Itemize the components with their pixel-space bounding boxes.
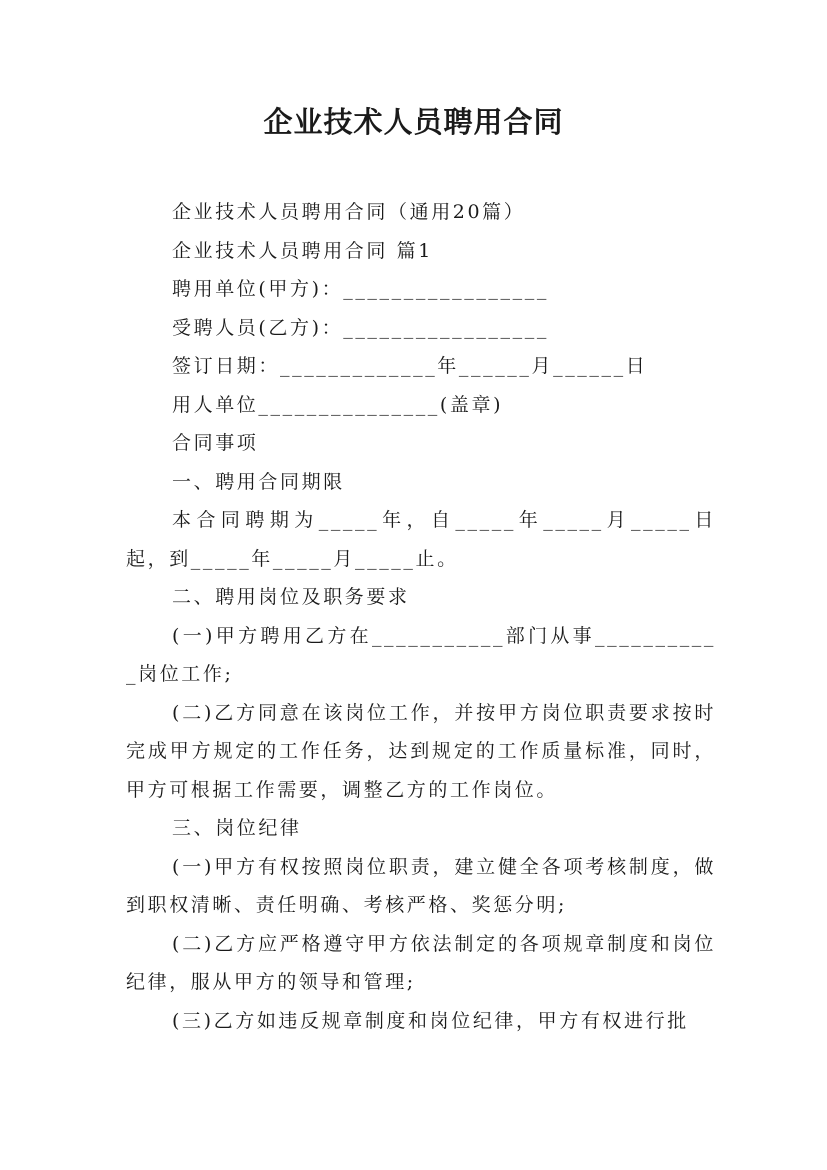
paragraph-discipline-1: (一)甲方有权按照岗位职责，建立健全各项考核制度，做到职权清晰、责任明确、考核严格、奖惩分明; [126,855,716,916]
document-title: 企业技术人员聘用合同 [263,105,564,139]
paragraph-position-1: (一)甲方聘用乙方在___________部门从事___________岗位工作; [126,624,716,685]
paragraph-position-2: (二)乙方同意在该岗位工作，并按甲方岗位职责要求按时完成甲方规定的工作任务，达到规定的工作质量标准，同时，甲方可根据工作需要，调整乙方的工作岗位。 [126,701,716,801]
paragraph-contract-items: 合同事项 [172,432,259,454]
paragraph-employer-line: 聘用单位(甲方)：_________________ [172,278,549,300]
section-heading-term: 一、聘用合同期限 [172,470,345,493]
paragraph-term: 本合同聘期为_____年，自_____年_____月_____日起，到_____年_____月_____止。 [126,509,716,570]
document-body [126,193,716,1040]
paragraph-unit-seal: 用人单位_______________(盖章) [172,393,504,416]
paragraph-discipline-3: (三)乙方如违反规章制度和岗位纪律，甲方有权进行批 [172,1009,689,1032]
paragraph-part-heading: 企业技术人员聘用合同 篇1 [172,239,433,262]
paragraph-employee-line: 受聘人员(乙方)：_________________ [172,316,549,339]
paragraph-sign-date: 签订日期：_____________年______月______日 [172,355,648,377]
section-heading-position: 二、聘用岗位及职务要求 [172,586,410,608]
paragraph-discipline-2: (二)乙方应严格遵守甲方依法制定的各项规章制度和岗位纪律，服从甲方的领导和管理; [126,932,716,993]
paragraph-subtitle: 企业技术人员聘用合同（通用20篇） [172,201,526,223]
section-heading-discipline: 三、岗位纪律 [172,817,302,839]
